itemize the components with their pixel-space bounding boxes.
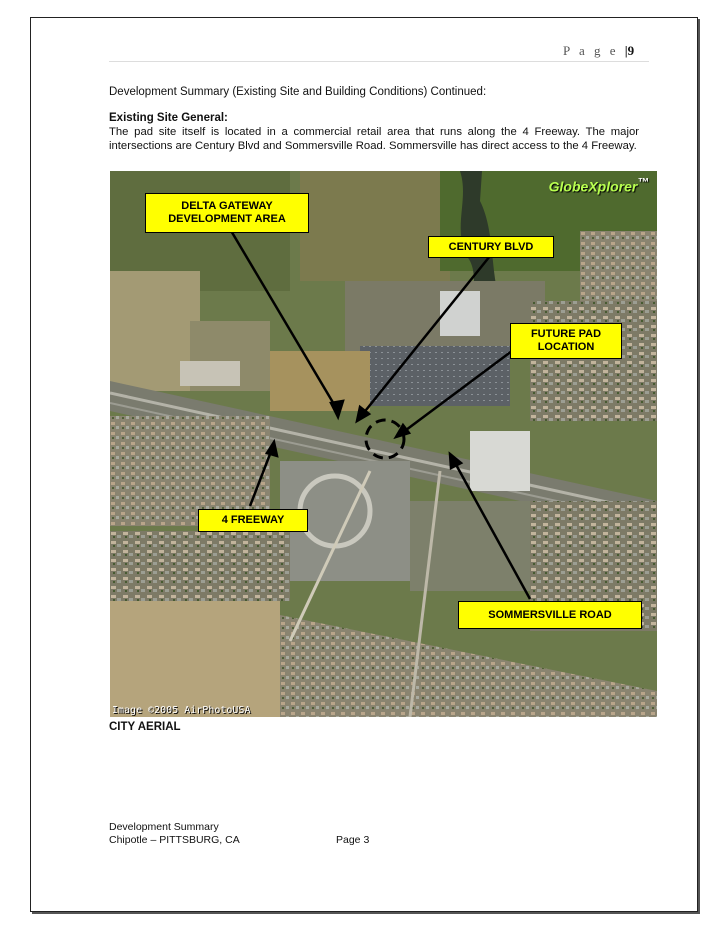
page-number-value: 9 bbox=[627, 43, 635, 58]
globexplorer-logo bbox=[549, 176, 649, 195]
logo-globe: Globe bbox=[548, 178, 589, 195]
logo-xplorer: Xplorer bbox=[588, 178, 638, 195]
page-label: P a g e bbox=[563, 43, 619, 58]
page-number bbox=[563, 43, 634, 59]
callout-delta-gateway: DELTA GATEWAY DEVELOPMENT AREA bbox=[145, 193, 309, 233]
logo-tm: ™ bbox=[637, 176, 649, 189]
body-paragraph: The pad site itself is located in a commercial retail area that runs along the 4 Freeway. The major intersections are Century Blvd and Sommersville Road. Sommersville has direct access to the 4 Freeway. bbox=[109, 126, 639, 152]
footer-subtitle: Chipotle – PITTSBURG, CA bbox=[109, 834, 240, 846]
page-separator: | bbox=[624, 43, 628, 58]
header-rule bbox=[109, 61, 649, 62]
aerial-photo bbox=[110, 171, 657, 717]
sub-heading: Existing Site General: bbox=[109, 112, 228, 124]
callout-future-pad: FUTURE PAD LOCATION bbox=[510, 323, 622, 359]
footer-title: Development Summary bbox=[109, 821, 219, 833]
section-heading: Development Summary (Existing Site and Building Conditions) Continued: bbox=[109, 86, 487, 98]
callout-4-freeway: 4 FREEWAY bbox=[198, 509, 308, 532]
callout-sommersville-road: SOMMERSVILLE ROAD bbox=[458, 601, 642, 629]
image-credit: Image ©2005 AirPhotoUSA bbox=[112, 705, 251, 716]
callout-century-blvd: CENTURY BLVD bbox=[428, 236, 554, 258]
figure-caption: CITY AERIAL bbox=[109, 721, 181, 733]
aerial-map bbox=[110, 171, 657, 717]
footer-page: Page 3 bbox=[336, 834, 370, 846]
